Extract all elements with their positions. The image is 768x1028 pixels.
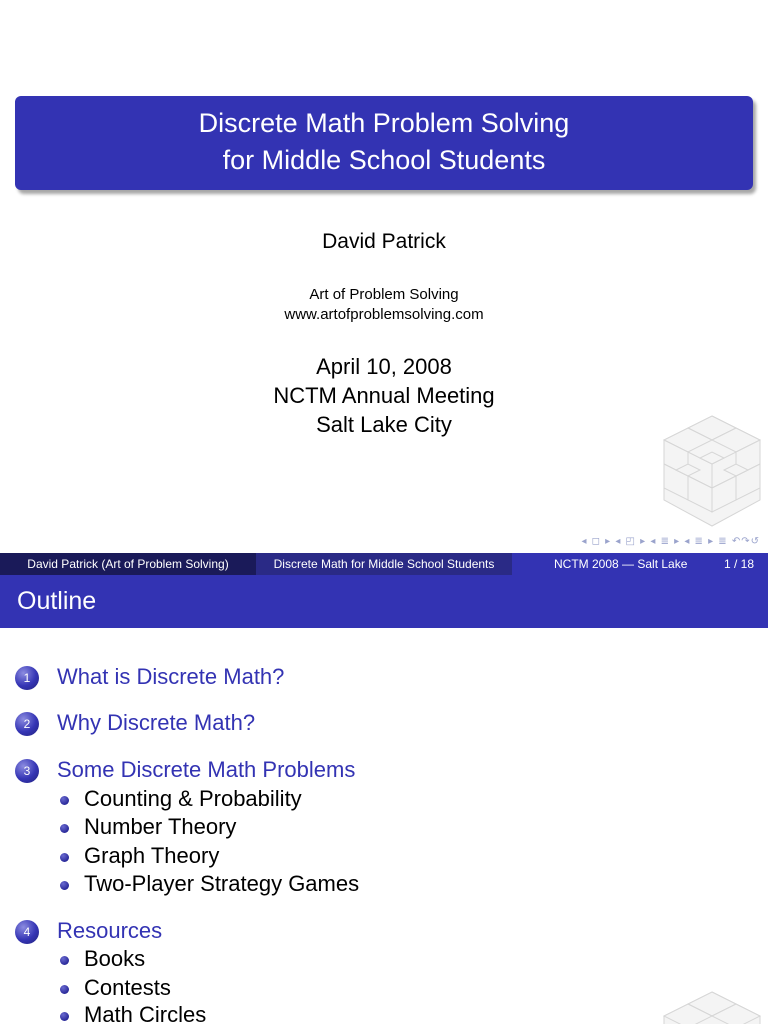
frame-title-bar [0, 575, 768, 628]
bullet-icon [60, 853, 69, 862]
cube-staircase-logo-icon [660, 414, 764, 528]
section-number-ball: 2 [15, 712, 39, 736]
section-label[interactable]: Why Discrete Math? [57, 710, 256, 735]
bullet-icon [60, 881, 69, 890]
subitem-label[interactable]: Graph Theory [84, 843, 220, 868]
beamer-navigation-icons[interactable]: ◂ ◻ ▸ ◂ ◰ ▸ ◂ ≣ ▸ ◂ ≣ ▸ ≣ ↶↷↺ [581, 536, 760, 547]
bullet-icon [60, 796, 69, 805]
footer-event-name: NCTM 2008 — Salt Lake [554, 557, 688, 571]
section-number-ball: 3 [15, 759, 39, 783]
bullet-icon [60, 956, 69, 965]
footer-page-number: 1 / 18 [723, 557, 754, 571]
event-name: NCTM Annual Meeting [273, 383, 495, 408]
bullet-icon [60, 985, 69, 994]
frame-title: Outline [17, 587, 97, 615]
footer-title: Discrete Math for Middle School Students [256, 553, 512, 575]
cube-staircase-logo-icon [660, 990, 764, 1024]
bullet-icon [60, 1012, 69, 1021]
subitem-label[interactable]: Books [84, 946, 146, 971]
footer-event [512, 553, 768, 575]
title-line-2: for Middle School Students [222, 145, 546, 175]
author-name: David Patrick [322, 230, 446, 253]
institution: Art of Problem Solving [309, 286, 459, 303]
section-number-ball: 1 [15, 666, 39, 690]
section-number-ball: 4 [15, 920, 39, 944]
footer-author: David Patrick (Art of Problem Solving) [0, 553, 256, 575]
subitem-label[interactable]: Counting & Probability [84, 786, 302, 811]
subitem-label[interactable]: Math Circles [84, 1002, 207, 1027]
event-city: Salt Lake City [316, 412, 452, 437]
title-line-1: Discrete Math Problem Solving [198, 108, 570, 138]
subitem-label[interactable]: Two-Player Strategy Games [84, 871, 360, 896]
section-label[interactable]: Resources [57, 918, 163, 943]
subitem-label[interactable]: Number Theory [84, 814, 237, 839]
subitem-label[interactable]: Contests [84, 975, 171, 1000]
section-label[interactable]: What is Discrete Math? [57, 664, 285, 689]
section-label[interactable]: Some Discrete Math Problems [57, 757, 356, 782]
slide-footer [0, 553, 768, 575]
bullet-icon [60, 824, 69, 833]
website: www.artofproblemsolving.com [284, 306, 484, 323]
presentation-date: April 10, 2008 [316, 354, 452, 379]
title-box [15, 96, 753, 190]
